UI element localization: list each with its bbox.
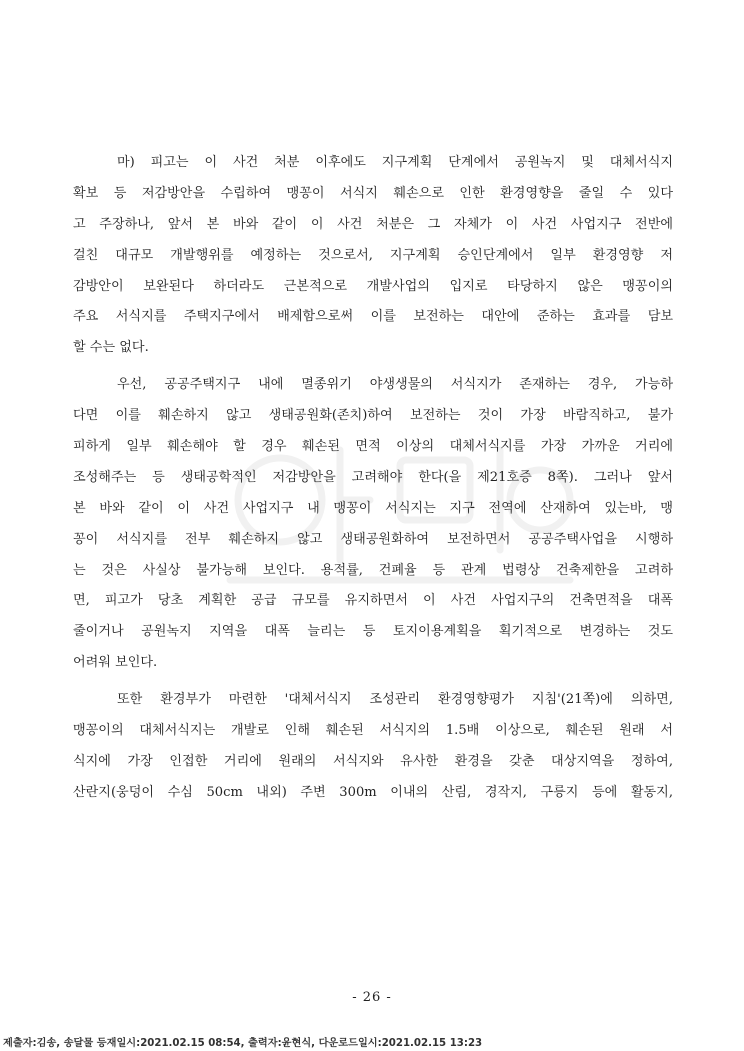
paragraph (73, 685, 673, 809)
text-line: 다면 이를 훼손하지 않고 생태공원화(존치)하여 보전하는 것이 가장 바람직하고, 불가 (73, 408, 673, 424)
text-line: 꽁이 서식지를 전부 훼손하지 않고 생태공원화하여 보전하면서 공공주택사업을 시행하 (73, 531, 673, 547)
text-line: 맹꽁이의 대체서식지는 개발로 인해 훼손된 서식지의 1.5배 이상으로, 훼손된 원래 서 (73, 723, 673, 739)
paragraph (73, 148, 673, 364)
text-line: 피하게 일부 훼손해야 할 경우 훼손된 면적 이상의 대체서식지를 가장 가까운 거리에 (73, 439, 673, 455)
page-number: - 26 - (352, 990, 392, 1005)
text-line: 주요 서식지를 주택지구에서 배제함으로써 이를 보전하는 대안에 준하는 효과를 담보 (73, 309, 673, 325)
document-body (73, 148, 673, 809)
paragraph (73, 370, 673, 679)
text-line: 마) 피고는 이 사건 처분 이후에도 지구계획 단계에서 공원녹지 및 대체서식지 (117, 155, 673, 170)
text-line: 본 바와 같이 이 사건 사업지구 내 맹꽁이 서식지는 지구 전역에 산재하여 있는바, 맹 (73, 500, 673, 516)
text-line: 걸친 대규모 개발행위를 예정하는 것으로서, 지구계획 승인단계에서 일부 환경영향 저 (73, 247, 673, 263)
print-footer: 제출자:김송, 송달물 등재일시:2021.02.15 08:54, 출력자:윤현식, 다운로드일시:2021.02.15 13:23 (3, 1038, 483, 1049)
text-line: 식지에 가장 인접한 거리에 원래의 서식지와 유사한 환경을 갖춘 대상지역을 정하여, (73, 753, 673, 769)
text-line: 또한 환경부가 마련한 '대체서식지 조성관리 환경영향평가 지침'(21쪽)에 의하면, (117, 692, 673, 708)
text-line: 어려워 보인다. (73, 655, 158, 671)
text-line: 는 것은 사실상 불가능해 보인다. 용적률, 건폐율 등 관계 법령상 건축제한을 고려하 (73, 562, 673, 578)
text-line: 우선, 공공주택지구 내에 멸종위기 야생생물의 서식지가 존재하는 경우, 가능하 (117, 377, 673, 393)
text-line: 조성해주는 등 생태공학적인 저감방안을 고려해야 한다(을 제21호증 8쪽). 그러나 앞서 (73, 469, 673, 485)
text-line: 고 주장하나, 앞서 본 바와 같이 이 사건 처분은 그 자체가 이 사건 사업지구 전반에 (73, 216, 673, 232)
text-line: 확보 등 저감방안을 수립하여 맹꽁이 서식지 훼손으로 인한 환경영향을 줄일 수 있다 (73, 185, 673, 201)
text-line: 면, 피고가 당초 계획한 공급 규모를 유지하면서 이 사건 사업지구의 건축면적을 대폭 (73, 593, 673, 609)
text-line: 할 수는 없다. (73, 340, 149, 356)
text-line: 감방안이 보완된다 하더라도 근본적으로 개발사업의 입지로 타당하지 않은 맹꽁이의 (73, 278, 673, 294)
text-line: 산란지(웅덩이 수심 50cm 내외) 주변 300m 이내의 산림, 경작지, 구릉지 등에 활동지, (73, 784, 673, 800)
text-line: 줄이거나 공원녹지 지역을 대폭 늘리는 등 토지이용계획을 획기적으로 변경하는 것도 (73, 624, 673, 640)
